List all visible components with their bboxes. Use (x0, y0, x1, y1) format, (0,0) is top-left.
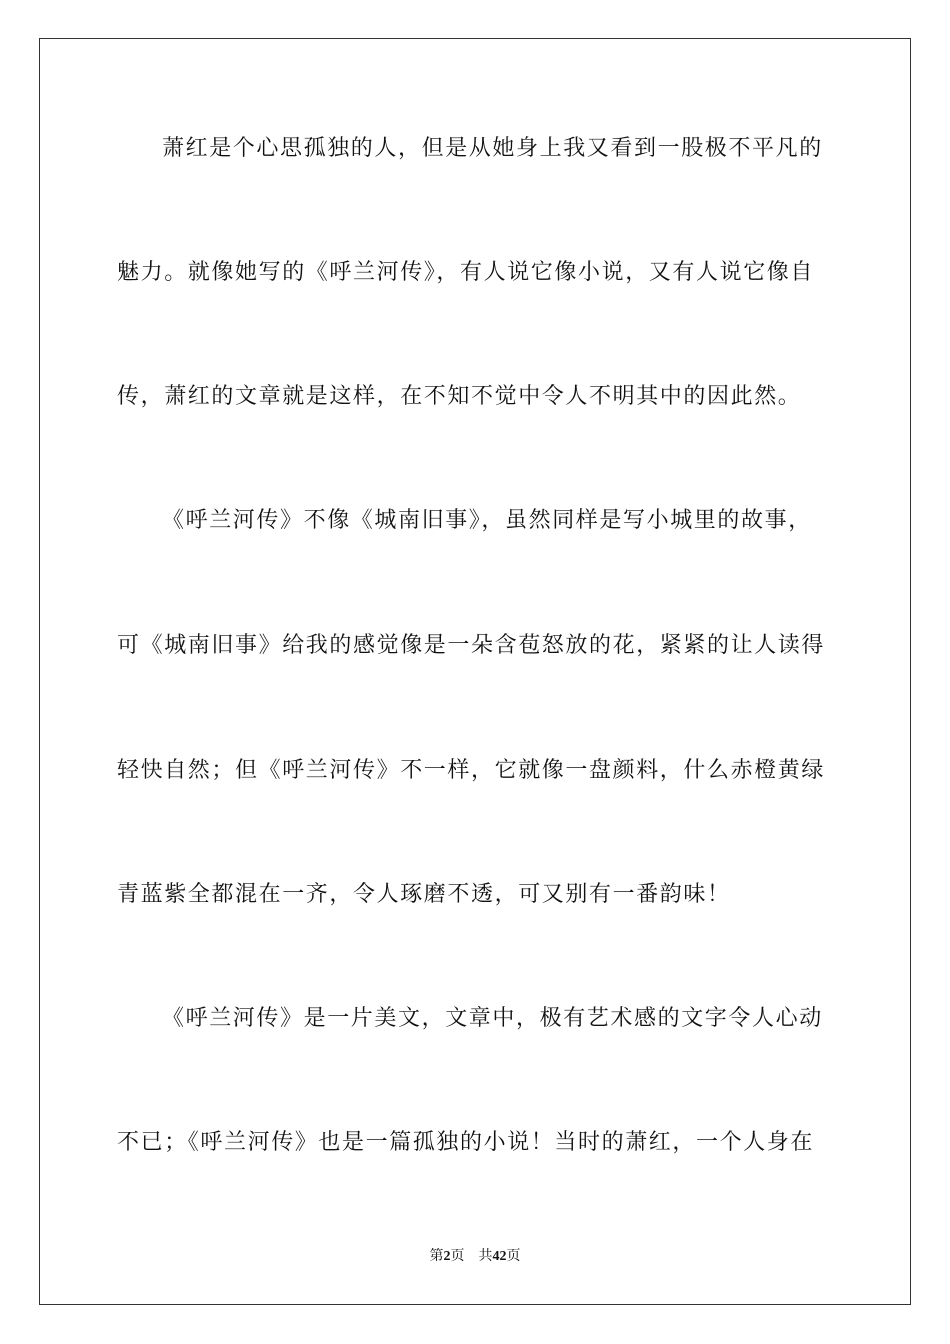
paragraph-2-line-1: 《呼兰河传》不像《城南旧事》，虽然同样是写小城里的故事， (162, 508, 812, 533)
paragraph-1-line-1: 萧红是个心思孤独的人，但是从她身上我又看到一股极不平凡的 (162, 136, 823, 161)
current-page-number: 2 (443, 1249, 451, 1264)
total-prefix: 共 (478, 1249, 493, 1264)
total-suffix: 页 (506, 1249, 521, 1264)
page-prefix: 第 (429, 1249, 444, 1264)
paragraph-2-line-2: 可《城南旧事》给我的感觉像是一朵含苞怒放的花，紧紧的让人读得 (117, 633, 826, 658)
page-footer (0, 1247, 950, 1267)
paragraph-1-line-3: 传，萧红的文章就是这样，在不知不觉中令人不明其中的因此然。 (117, 384, 802, 409)
paragraph-2-line-4: 青蓝紫全都混在一齐，令人琢磨不透，可又别有一番韵味！ (117, 882, 731, 907)
paragraph-3-line-2: 不已；《呼兰河传》也是一篇孤独的小说！当时的萧红，一个人身在 (117, 1130, 815, 1155)
page-suffix: 页 (450, 1249, 465, 1264)
paragraph-1-line-2: 魅力。就像她写的《呼兰河传》，有人说它像小说，又有人说它像自 (117, 260, 815, 285)
paragraph-2-line-3: 轻快自然；但《呼兰河传》不一样，它就像一盘颜料，什么赤橙黄绿 (117, 758, 826, 783)
page-border (39, 38, 911, 1305)
total-pages-number: 42 (492, 1249, 507, 1264)
paragraph-3-line-1: 《呼兰河传》是一片美文，文章中，极有艺术感的文字令人心动 (162, 1006, 823, 1031)
